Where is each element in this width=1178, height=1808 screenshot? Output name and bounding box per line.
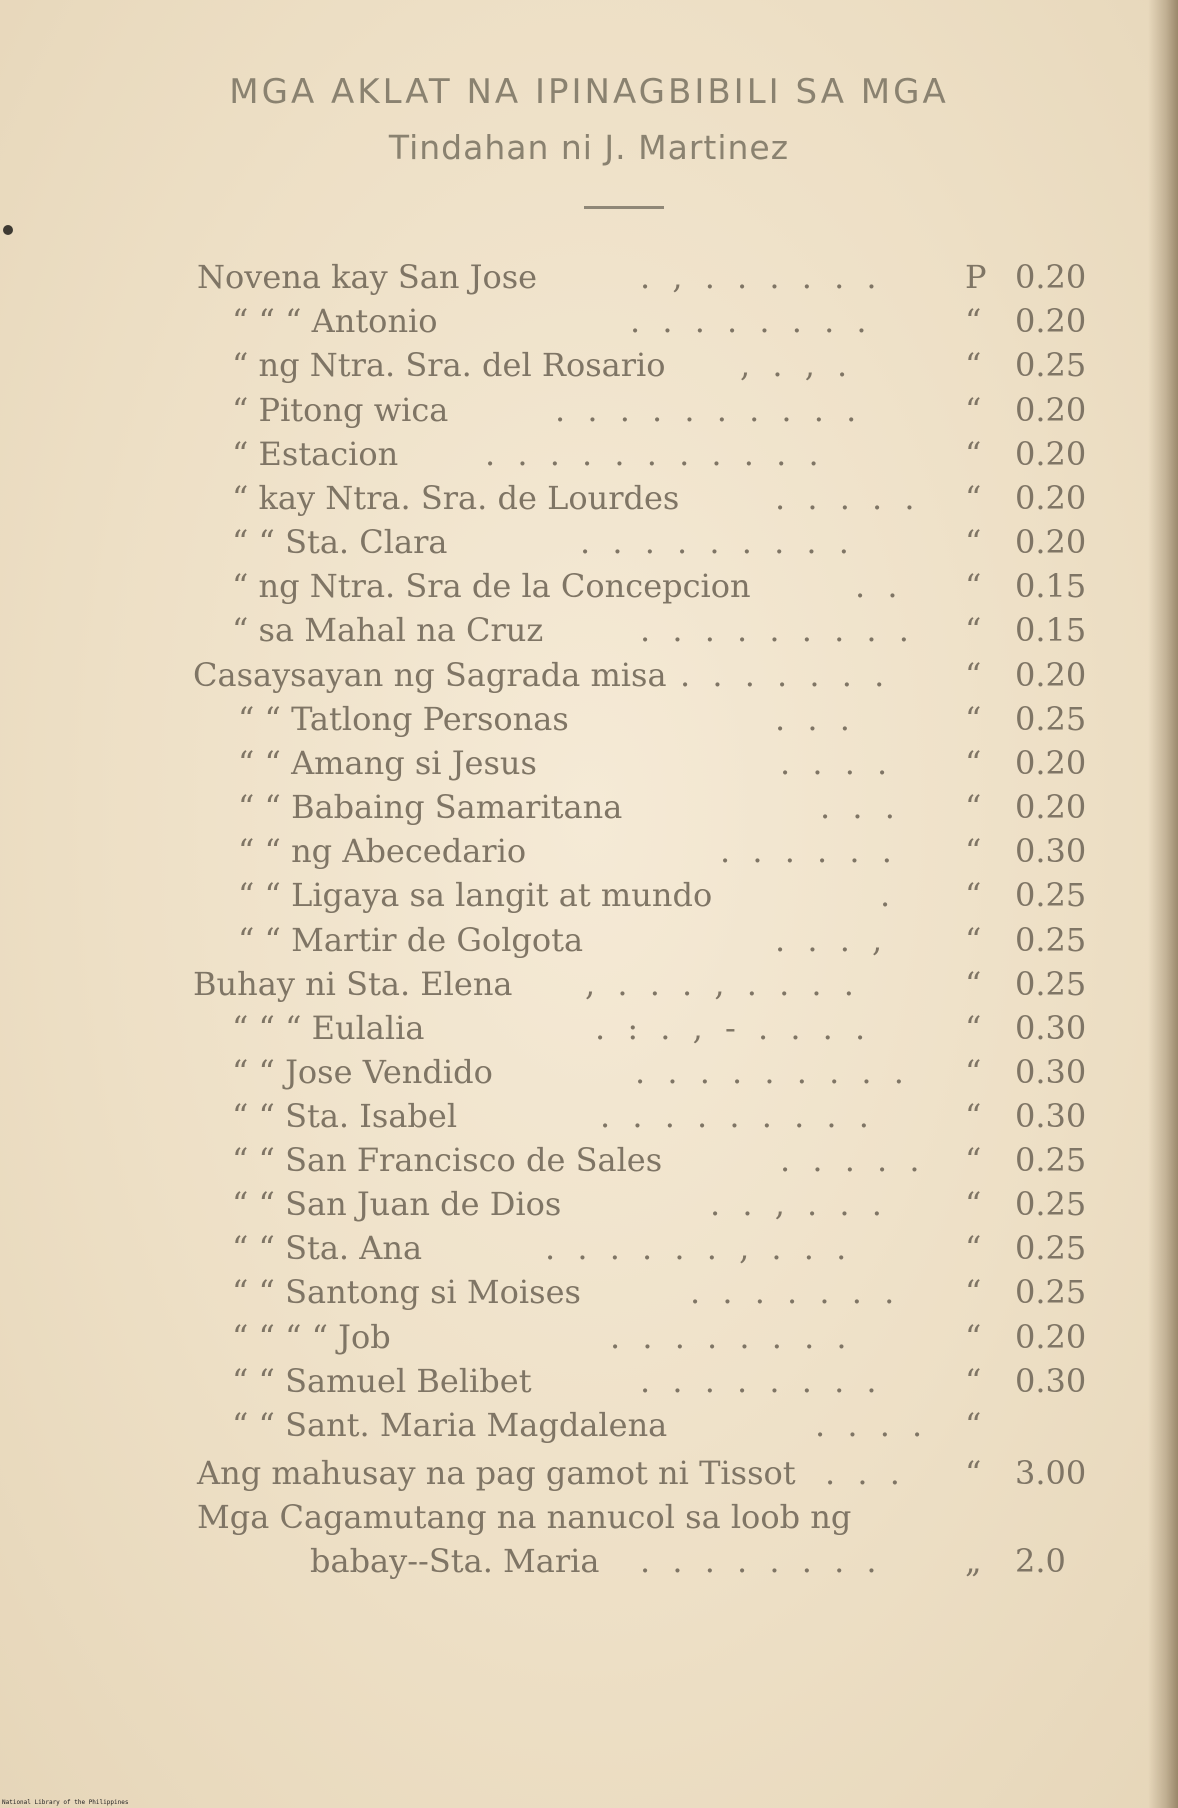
ditto-mark: “ xyxy=(965,1406,982,1444)
book-title: “ “ Martir de Golgota xyxy=(238,921,584,959)
book-title: “ Estacion xyxy=(232,435,399,473)
dot-leader: . . . . . . . . . xyxy=(600,1097,875,1135)
book-price: 0.20 xyxy=(1015,744,1087,782)
book-price: 0.20 xyxy=(1015,523,1087,561)
dot-leader: . . . xyxy=(825,1454,906,1492)
ditto-mark: “ xyxy=(965,921,982,959)
dot-leader: . , . . . . . . xyxy=(640,258,883,296)
book-title: “ “ Ligaya sa langit at mundo xyxy=(238,876,713,914)
book-entry-row xyxy=(0,832,1178,876)
dot-leader: . . . . . xyxy=(775,479,921,517)
ditto-mark: “ xyxy=(965,1185,982,1223)
book-title: “ “ Babaing Samaritana xyxy=(238,788,623,826)
page-title: MGA AKLAT NA IPINAGBIBILI SA MGA xyxy=(229,72,949,112)
book-title: “ “ “ “ Job xyxy=(232,1318,391,1356)
dot-leader: , . . . , . . . . xyxy=(585,965,860,1003)
dot-leader: . . . . . . . . . xyxy=(640,611,915,649)
book-price: 0.25 xyxy=(1015,1185,1087,1223)
book-price: 0.20 xyxy=(1015,479,1087,517)
book-price: 0.20 xyxy=(1015,435,1087,473)
dot-leader: . . . . . . . . xyxy=(640,1362,883,1400)
ditto-mark: “ xyxy=(965,1273,982,1311)
ditto-mark: “ xyxy=(965,1318,982,1356)
book-entry-row xyxy=(0,1542,1178,1586)
ditto-mark: “ xyxy=(965,1454,982,1492)
title-divider xyxy=(584,206,664,209)
book-price: 0.20 xyxy=(1015,656,1087,694)
book-title: “ ng Ntra. Sra de la Concepcion xyxy=(232,567,751,605)
ditto-mark: “ xyxy=(965,876,982,914)
ditto-mark: “ xyxy=(965,1362,982,1400)
book-entry-row xyxy=(0,435,1178,479)
dot-leader: . . xyxy=(855,567,904,605)
book-entry-row xyxy=(0,965,1178,1009)
book-entry-row xyxy=(0,1229,1178,1273)
book-price: 0.20 xyxy=(1015,788,1087,826)
ditto-mark: “ xyxy=(965,611,982,649)
ditto-mark: “ xyxy=(965,435,982,473)
book-entry-row xyxy=(0,700,1178,744)
ditto-mark: “ xyxy=(965,788,982,826)
book-title: “ “ “ Eulalia xyxy=(232,1009,425,1047)
ditto-mark: “ xyxy=(965,1009,982,1047)
book-title: Mga Cagamutang na nanucol sa loob ng xyxy=(197,1498,852,1536)
library-credit: National Library of the Philippines xyxy=(2,1799,129,1806)
dot-leader: . . . . . . . . . . . xyxy=(485,435,825,473)
dot-leader: . . . . . . , . . . xyxy=(545,1229,853,1267)
dot-leader: . . . xyxy=(775,700,856,738)
book-title: “ “ Tatlong Personas xyxy=(238,700,569,738)
book-price: 0.30 xyxy=(1015,1362,1087,1400)
book-title: Buhay ni Sta. Elena xyxy=(193,965,513,1003)
book-entry-row xyxy=(0,1362,1178,1406)
page-subtitle: Tindahan ni J. Martinez xyxy=(388,128,790,167)
ditto-mark: “ xyxy=(965,346,982,384)
book-title: “ sa Mahal na Cruz xyxy=(232,611,544,649)
ditto-mark: “ xyxy=(965,1141,982,1179)
book-price: 0.20 xyxy=(1015,391,1087,429)
book-title: “ “ Sta. Isabel xyxy=(232,1097,458,1135)
book-entry-row xyxy=(0,1053,1178,1097)
book-title: “ “ Sta. Clara xyxy=(232,523,448,561)
book-price: 0.30 xyxy=(1015,1009,1087,1047)
dot-leader: . . . xyxy=(820,788,901,826)
ditto-mark: “ xyxy=(965,656,982,694)
book-entry-row xyxy=(0,1273,1178,1317)
book-price: 0.25 xyxy=(1015,965,1087,1003)
ditto-mark: “ xyxy=(965,479,982,517)
book-title: “ “ Amang si Jesus xyxy=(238,744,537,782)
dot-leader: . . , . . . xyxy=(710,1185,888,1223)
dot-leader: . . . . . . . . . xyxy=(580,523,855,561)
book-price: 2.0 xyxy=(1015,1542,1066,1580)
ditto-mark: P xyxy=(965,258,987,296)
book-entry-row xyxy=(0,1009,1178,1053)
dot-leader: . : . , - . . . . xyxy=(595,1009,872,1047)
book-title: “ “ Sant. Maria Magdalena xyxy=(232,1406,668,1444)
ditto-mark: “ xyxy=(965,1229,982,1267)
book-price: 0.25 xyxy=(1015,876,1087,914)
book-entry-row xyxy=(0,346,1178,390)
book-title: “ Pitong wica xyxy=(232,391,449,429)
book-title: babay--Sta. Maria xyxy=(310,1542,600,1580)
dot-leader: . . . . . . . . xyxy=(630,302,873,340)
dot-leader: . . . . . xyxy=(780,1141,926,1179)
book-title: “ “ Santong si Moises xyxy=(232,1273,581,1311)
book-entry-row xyxy=(0,656,1178,700)
book-price: 0.30 xyxy=(1015,1097,1087,1135)
book-title: “ ng Ntra. Sra. del Rosario xyxy=(232,346,666,384)
book-title: “ “ San Francisco de Sales xyxy=(232,1141,663,1179)
book-price: 0.25 xyxy=(1015,1141,1087,1179)
book-entry-row xyxy=(0,611,1178,655)
book-title: “ “ “ Antonio xyxy=(232,302,438,340)
dot-leader: . . . . . . . . . xyxy=(635,1053,910,1091)
book-title: “ “ ng Abecedario xyxy=(238,832,527,870)
ditto-mark: “ xyxy=(965,965,982,1003)
ditto-mark: “ xyxy=(965,1053,982,1091)
dot-leader: . . . . . . . . . . xyxy=(555,391,863,429)
book-entry-row xyxy=(0,1097,1178,1141)
dot-leader: . . . . . . xyxy=(720,832,898,870)
book-title: Ang mahusay na pag gamot ni Tissot xyxy=(197,1454,796,1492)
dot-leader: . . . . . . . xyxy=(690,1273,901,1311)
ditto-mark: “ xyxy=(965,832,982,870)
ditto-mark: “ xyxy=(965,302,982,340)
dot-leader: . . . . xyxy=(780,744,894,782)
dot-leader: . . . , xyxy=(775,921,889,959)
book-title: “ “ San Juan de Dios xyxy=(232,1185,562,1223)
ditto-mark: “ xyxy=(965,1097,982,1135)
book-price: 0.15 xyxy=(1015,567,1087,605)
book-price: 0.20 xyxy=(1015,258,1087,296)
book-entry-row xyxy=(0,921,1178,965)
dot-leader: . . . . . . . . xyxy=(610,1318,853,1356)
dot-leader: . . . . . . . xyxy=(680,656,891,694)
book-entry-row xyxy=(0,302,1178,346)
book-price: 0.15 xyxy=(1015,611,1087,649)
book-title: “ “ Sta. Ana xyxy=(232,1229,423,1267)
book-price: 0.25 xyxy=(1015,346,1087,384)
book-entry-row xyxy=(0,1406,1178,1450)
book-entry-row xyxy=(0,391,1178,435)
book-entry-row xyxy=(0,258,1178,302)
book-entry-row xyxy=(0,479,1178,523)
book-price: 0.25 xyxy=(1015,921,1087,959)
book-entry-row xyxy=(0,876,1178,920)
dot-leader: . xyxy=(880,876,897,914)
book-title: Casaysayan ng Sagrada misa xyxy=(193,656,667,694)
book-entry-row xyxy=(0,744,1178,788)
book-entry-row xyxy=(0,1454,1178,1498)
book-price: 0.20 xyxy=(1015,302,1087,340)
dot-leader: . . . . . . . . xyxy=(640,1542,883,1580)
book-price: 0.30 xyxy=(1015,1053,1087,1091)
dot-leader: , . , . xyxy=(740,346,854,384)
book-title: “ “ Jose Vendido xyxy=(232,1053,493,1091)
ink-dot xyxy=(3,225,13,235)
book-entry-row xyxy=(0,788,1178,832)
book-price: 3.00 xyxy=(1015,1454,1087,1492)
book-title: “ kay Ntra. Sra. de Lourdes xyxy=(232,479,680,517)
book-entry-row xyxy=(0,1141,1178,1185)
ditto-mark: “ xyxy=(965,700,982,738)
book-entry-row xyxy=(0,523,1178,567)
ditto-mark: “ xyxy=(965,523,982,561)
ditto-mark: „ xyxy=(965,1542,982,1580)
book-entry-row xyxy=(0,1498,1178,1542)
book-price: 0.25 xyxy=(1015,700,1087,738)
book-price: 0.30 xyxy=(1015,832,1087,870)
ditto-mark: “ xyxy=(965,567,982,605)
book-price: 0.25 xyxy=(1015,1229,1087,1267)
book-price: 0.25 xyxy=(1015,1273,1087,1311)
book-title: Novena kay San Jose xyxy=(197,258,538,296)
ditto-mark: “ xyxy=(965,744,982,782)
ditto-mark: “ xyxy=(965,391,982,429)
book-entry-row xyxy=(0,567,1178,611)
book-price: 0.20 xyxy=(1015,1318,1087,1356)
book-title: “ “ Samuel Belibet xyxy=(232,1362,532,1400)
book-entry-row xyxy=(0,1318,1178,1362)
dot-leader: . . . . xyxy=(815,1406,929,1444)
book-entry-row xyxy=(0,1185,1178,1229)
